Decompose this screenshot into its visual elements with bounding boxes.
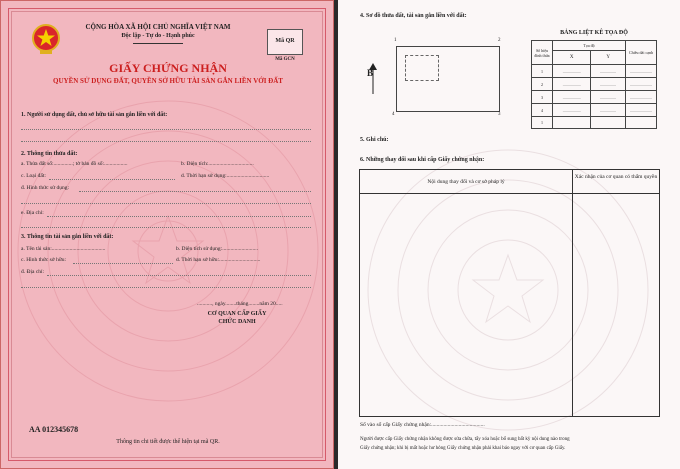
north-label: B (367, 68, 374, 78)
ownership-form-field: c. Hình thức sở hữu: (21, 257, 67, 263)
national-motto: Độc lập - Tự do - Hạnh phúc (121, 33, 195, 39)
section-4-heading: 4. Sơ đồ thửa đất, tài sản gắn liền với đất: (360, 13, 467, 19)
issue-date-line: ..........., ngày........tháng........năm 20..... (197, 301, 283, 307)
certificate-subtitle: QUYỀN SỬ DỤNG ĐẤT, QUYỀN SỞ HỮU TÀI SẢN GẮN LIỀN VỚI ĐẤT (53, 77, 283, 85)
section-5-heading: 5. Ghi chú: (360, 137, 389, 143)
table-row: 4 .................. ................ ...................... (532, 104, 657, 117)
table-row: 3 .................. ................ ...................... (532, 91, 657, 104)
gcn-code-label: Mã GCN (275, 57, 295, 62)
header-coord: Tọa độ (553, 41, 626, 51)
table-row: 1 (532, 117, 657, 129)
corner-4: 4 (392, 112, 395, 117)
footnote-line-2: Giấy chứng nhận; khi bị mất hoặc hư hỏng Giấy chứng nhận phải khai báo ngay với cơ quan cấp Giấy. (360, 446, 566, 451)
section-6-heading: 6. Những thay đổi sau khi cấp Giấy chứng nhận: (360, 157, 485, 163)
corner-2: 2 (498, 38, 501, 43)
certificate-title: GIẤY CHỨNG NHẬN (109, 61, 227, 75)
national-emblem (31, 23, 61, 55)
changes-table (359, 169, 660, 417)
corner-1: 1 (394, 38, 397, 43)
corner-3: 3 (498, 112, 501, 117)
changes-col-content: Nội dung thay đổi và cơ sở pháp lý (427, 179, 505, 185)
parcel-number-field: a. Thửa đất số:..............; tờ bản đồ số:................. (21, 161, 128, 167)
changes-col-confirmation: Xác nhận của cơ quan có thẩm quyền (574, 174, 658, 180)
land-type-field: c. Loại đất: (21, 173, 46, 179)
header-x: X (553, 51, 591, 65)
parcel-sketch-box (396, 46, 500, 112)
section-2-heading: 2. Thông tin thửa đất: (21, 151, 78, 157)
land-term-field: d. Thời hạn sử dụng:............................... (181, 173, 270, 179)
register-number-line: Số vào sổ cấp Giấy chứng nhận:....................................... (360, 422, 485, 428)
header-edge: Chiều dài cạnh (626, 41, 657, 65)
asset-name-field: a. Tên tài sản:....................................... (21, 246, 106, 252)
qr-code-box (267, 29, 303, 55)
serial-number: AA 012345678 (29, 425, 79, 434)
header-point: Số hiệu đỉnh thửa (532, 41, 553, 65)
section-3-heading: 3. Thông tin tài sản gắn liền với đất: (21, 234, 114, 240)
table-row: 1 .................. ................ ...................... (532, 65, 657, 78)
qr-note: Thông tin chi tiết được thể hiện tại mã QR. (116, 439, 220, 445)
used-area-field: b. Diện tích sử dụng:.......................... (176, 246, 258, 252)
issuing-agency: CƠ QUAN CẤP GIẤY (207, 311, 267, 317)
area-field: b. Diện tích:................................. (181, 161, 254, 167)
qr-box-label: Mã QR (275, 38, 295, 44)
footnote-line-1: Người được cấp Giấy chứng nhận không được sửa chữa, tẩy xóa hoặc bổ sung bất kỳ nội dung nào trong (360, 437, 570, 442)
coordinate-table-title: BẢNG LIỆT KÊ TỌA ĐỘ (560, 30, 628, 36)
signer-position: CHỨC DANH (218, 319, 256, 325)
national-name: CỘNG HÒA XÃ HỘI CHỦ NGHĨA VIỆT NAM (85, 23, 231, 31)
land-use-form-field: đ. Hình thức sử dụng: (21, 185, 69, 191)
parcel-address-field: e. Địa chỉ: (21, 210, 44, 216)
table-row: 2 .................. ................ ...................... (532, 78, 657, 91)
certificate-front-page (0, 0, 334, 469)
section-1-heading: 1. Người sử dụng đất, chủ sở hữu tài sản gắn liền với đất: (21, 112, 168, 118)
ownership-term-field: d. Thời hạn sở hữu:.............................. (176, 257, 261, 263)
coordinate-table (531, 40, 657, 129)
certificate-back-page (338, 0, 680, 469)
header-y: Y (591, 51, 626, 65)
parcel-sketch-inner (405, 55, 439, 81)
asset-address-field: đ. Địa chỉ: (21, 269, 45, 275)
